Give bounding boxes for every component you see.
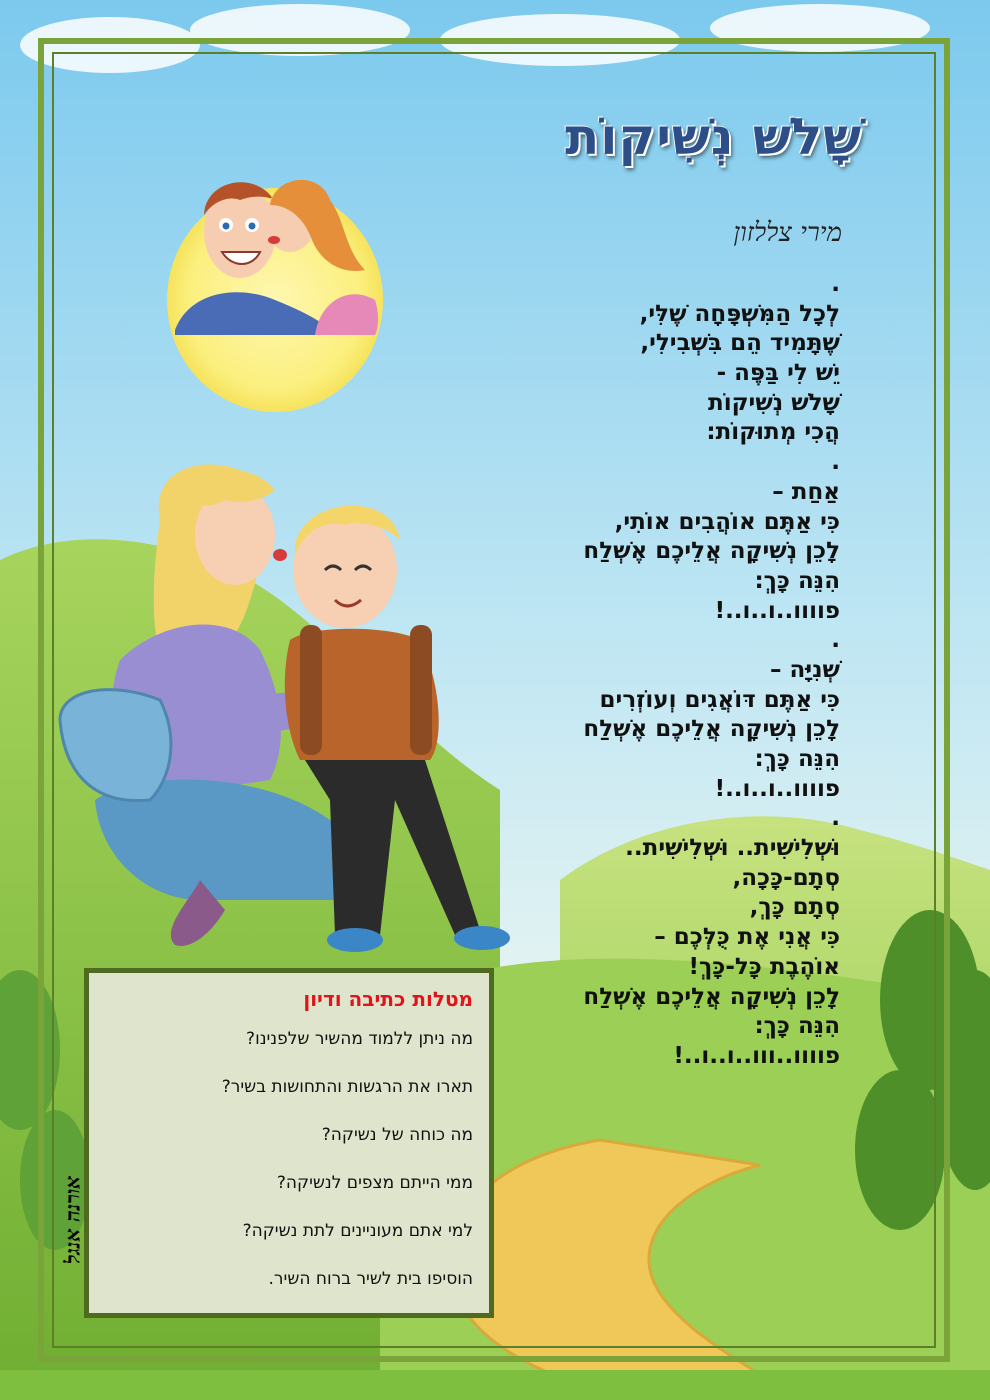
- poem-line: הֲכִי מְתוּקוֹת:: [706, 419, 840, 446]
- poem-line: וּשְׁלִישִׁית.. וּשְׁלִישִׁית..: [625, 835, 840, 862]
- poem-title: שָׁלֹשׁ נְשִׁיקוֹת: [565, 108, 862, 166]
- poem-line: .: [831, 271, 840, 297]
- poem-line: כִּי אַתֶּם דּוֹאֲגִים וְעוֹזְרִים: [599, 686, 840, 713]
- task-item: תארו את הרגשות והתחושות בשיר?: [221, 1077, 473, 1097]
- poem-line: יֵשׁ לִי בַּפֶּה -: [716, 360, 840, 387]
- poem-line: פוווו..ו..ו..!: [714, 597, 840, 624]
- poem-line: פוווו..ווו..ו..ו..!: [673, 1042, 840, 1069]
- tasks-title: מטלות כתיבה ודיון: [303, 987, 473, 1011]
- poem-line: הִנֵּה כָּךְ:: [754, 567, 840, 594]
- poem-line: סְתָם כָּךְ,: [749, 894, 840, 921]
- poem-line: לָכֵן נְשִׁיקָה אֲלֵיכֶם אֶשְׁלַח: [583, 716, 840, 743]
- illustrator-name: אורנה אנגל: [60, 1175, 85, 1265]
- poem-line: כִּי אַתֶּם אוֹהֲבִים אוֹתִי,: [614, 508, 840, 535]
- illustrator-credit: [48, 1120, 98, 1320]
- poem-line: שֶׁתָּמִיד הֵם בִּשְׁבִילִי,: [640, 330, 840, 357]
- task-item: מה ניתן ללמוד מהשיר שלפנינו?: [246, 1029, 473, 1049]
- poem-line: לָכֵן נְשִׁיקָה אֲלֵיכֶם אֶשְׁלַח: [583, 538, 840, 565]
- poem-line: כִּי אֲנִי אֶת כֻּלְּכֶם –: [654, 924, 840, 951]
- task-item: מה כוחה של נשיקה?: [321, 1125, 473, 1145]
- task-item: הוסיפו בית לשיר ברוח השיר.: [268, 1269, 473, 1289]
- poem-line: אוֹהֶבֶת כָּל-כָּךְ!: [688, 953, 840, 980]
- poem-text: [420, 270, 840, 1072]
- poem-line: אַחַת –: [772, 478, 840, 505]
- poem-line: הִנֵּה כָּךְ:: [754, 1013, 840, 1040]
- task-item: למי אתם מעוניינים לתת נשיקה?: [242, 1221, 473, 1241]
- task-item: ממי הייתם מצפים לנשיקה?: [276, 1173, 473, 1193]
- poem-line: הִנֵּה כָּךְ:: [754, 746, 840, 772]
- poem-line: שְׁנִיָּה –: [770, 656, 840, 683]
- poem-line: לְכָל הַמִּשְׁפָּחָה שֶׁלִּי,: [639, 300, 840, 327]
- poem-line: סְתָם-כָּכָה,: [732, 864, 840, 891]
- kiss-illustration: [167, 180, 383, 412]
- tasks-box: [84, 968, 494, 1318]
- poem-author: מירי צללזון: [733, 218, 842, 248]
- poem-line: שָׁלֹשׁ נְשִׁיקוֹת: [708, 389, 840, 416]
- poem-line: .: [831, 805, 840, 832]
- poem-line: פוווו..ו..ו..!: [714, 775, 840, 802]
- poem-line: לָכֵן נְשִׁיקָה אֲלֵיכֶם אֶשְׁלַח: [583, 983, 840, 1010]
- poem-line: .: [831, 449, 840, 476]
- poem-line: .: [831, 627, 840, 654]
